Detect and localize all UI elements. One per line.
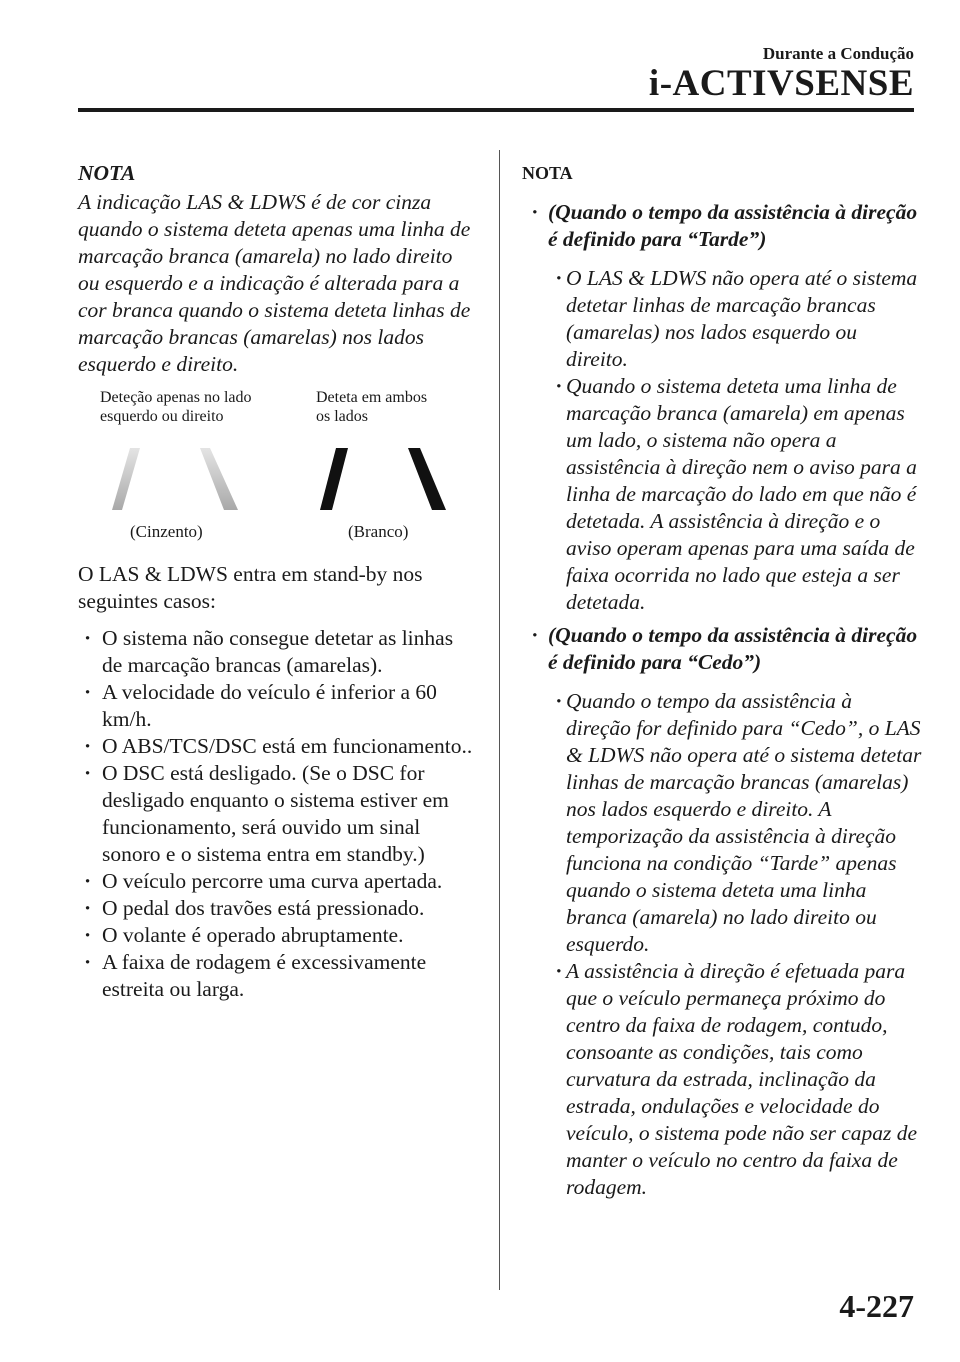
figure-caption-right: Deteta em ambos os lados xyxy=(316,389,428,425)
white-right-line xyxy=(408,448,446,510)
header-rule xyxy=(78,108,914,112)
figure-caption-left: Deteção apenas no lado esquerdo ou direito xyxy=(100,389,252,425)
note-label: NOTA xyxy=(78,161,136,185)
standby-intro: O LAS & LDWS entra em stand-by nos seguintes casos: xyxy=(78,562,423,613)
page-number: 4-227 xyxy=(839,1288,914,1324)
left-column xyxy=(78,160,478,1003)
late-timing-list xyxy=(522,265,922,616)
gray-lane-lines-icon xyxy=(108,448,248,513)
list-item: · O pedal dos travões está pressionado. xyxy=(78,895,478,922)
list-item: · O LAS & LDWS não opera até o sistema detetar linhas de marcação brancas (amarelas) nos lados esquerdo ou direito. xyxy=(566,265,922,373)
list-item: · O veículo percorre uma curva apertada. xyxy=(78,868,478,895)
note-text: A indicação LAS & LDWS é de cor cinza quando o sistema deteta apenas uma linha de marcação branca (amarela) no lado direito ou esquerdo e a indicação é alterada para a cor branca quando o sistema deteta linhas de marcação brancas (amarelas) nos lados esquerdo e direito. xyxy=(78,190,471,376)
section-header: Durante a Condução xyxy=(762,44,914,63)
early-timing-list xyxy=(522,688,922,1201)
label-white: (Branco) xyxy=(348,522,409,541)
right-column xyxy=(522,160,922,1207)
list-item: · A assistência à direção é efetuada para que o veículo permaneça próximo do centro da faixa de rodagem, contudo, consoante as condições, tais como curvatura da estrada, inclinação da estrada, ondulações e velocidade do veículo, o sistema pode não ser capaz de manter o veículo no centro da faixa de rodagem. xyxy=(566,958,922,1201)
gray-right-line xyxy=(200,448,238,510)
standby-list xyxy=(78,625,478,1003)
late-timing-title: · (Quando o tempo da assistência à direção é definido para “Tarde”) xyxy=(522,199,922,253)
note-label: NOTA xyxy=(522,163,573,183)
chapter-title: i-ACTIVSENSE xyxy=(648,63,914,104)
indicator-figure xyxy=(78,388,478,553)
list-item: · O DSC está desligado. (Se o DSC for desligado enquanto o sistema estiver em funcionamento, será ouvido um sinal sonoro e o sistema entra em standby.) xyxy=(78,760,478,868)
list-item: · O volante é operado abruptamente. xyxy=(78,922,478,949)
list-item: · O ABS/TCS/DSC está em funcionamento.. xyxy=(78,733,478,760)
list-item: · O sistema não consegue detetar as linhas de marcação brancas (amarelas). xyxy=(78,625,478,679)
label-gray: (Cinzento) xyxy=(130,522,203,541)
early-timing-title: · (Quando o tempo da assistência à direção é definido para “Cedo”) xyxy=(522,622,922,676)
list-item: · Quando o tempo da assistência à direção for definido para “Cedo”, o LAS & LDWS não opera até o sistema detetar linhas de marcação brancas (amarelas) nos lados esquerdo e direito. A temporização da assistência à direção funciona na condição “Tarde” apenas quando o sistema deteta uma linha branca (amarela) no lado direito ou esquerdo. xyxy=(566,688,922,958)
column-divider xyxy=(499,150,500,1290)
list-item: · A velocidade do veículo é inferior a 60 km/h. xyxy=(78,679,478,733)
list-item: · A faixa de rodagem é excessivamente estreita ou larga. xyxy=(78,949,478,1003)
white-lane-lines-icon xyxy=(318,448,458,513)
list-item: · Quando o sistema deteta uma linha de marcação branca (amarela) em apenas um lado, o sistema não opera a assistência à direção nem o aviso para a linha de marcação do lado em que não é detetada. A assistência à direção e o aviso operam apenas para uma saída de faixa ocorrida no lado que esteja a ser detetada. xyxy=(566,373,922,616)
gray-left-line xyxy=(112,448,140,510)
white-left-line xyxy=(320,448,348,510)
